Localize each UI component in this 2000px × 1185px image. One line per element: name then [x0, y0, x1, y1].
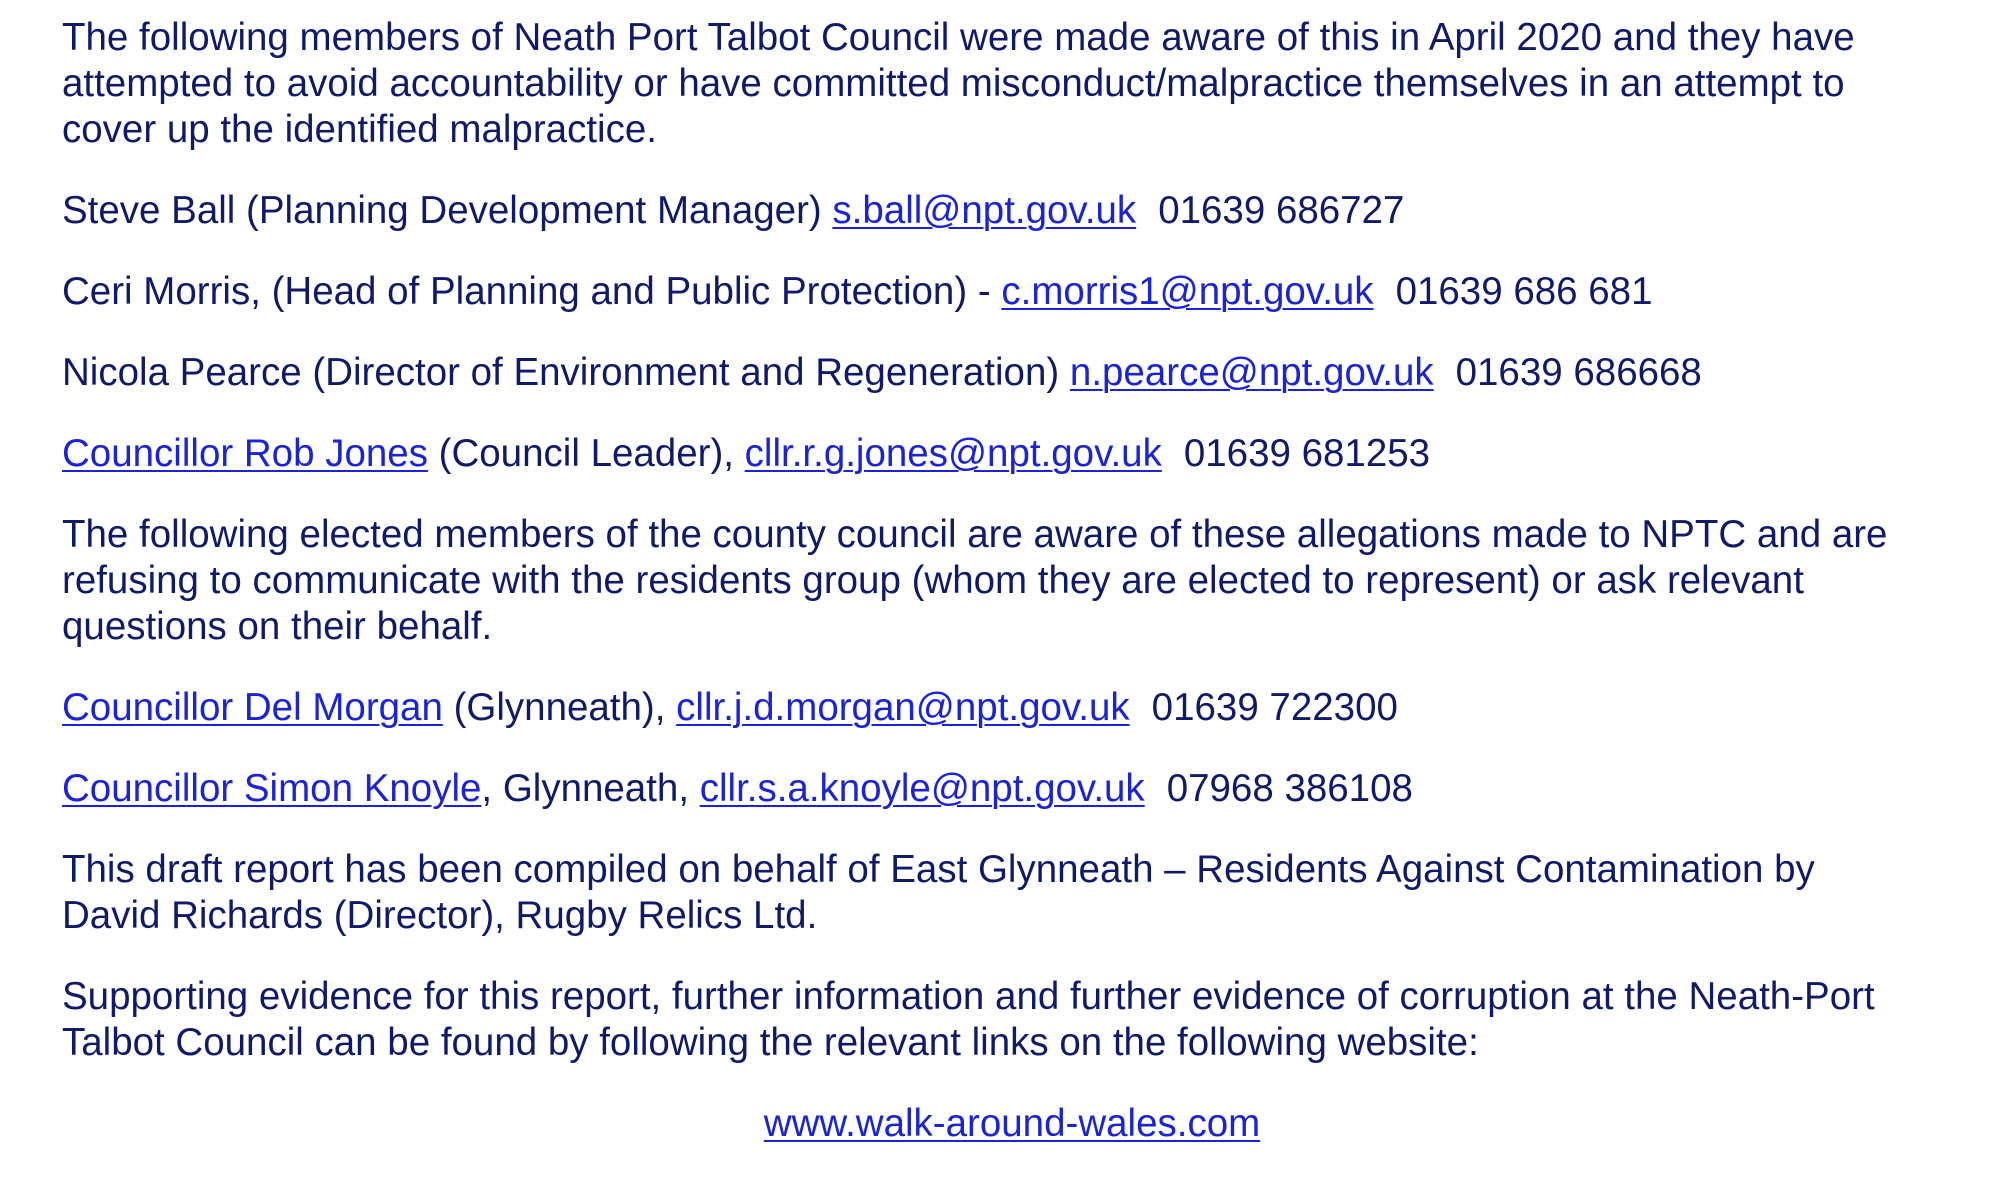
phone-number: 07968 386108 [1166, 767, 1413, 810]
intro-line-3: cover up the identified malpractice. [62, 108, 657, 151]
intro-line-1: The following members of Neath Port Talbot Council were made aware of this in April 2020 and they have [62, 16, 1855, 59]
draft-line-1: This draft report has been compiled on behalf of East Glynneath – Residents Against Contamination by [62, 848, 1815, 891]
draft-report-paragraph [62, 847, 1960, 939]
website-link[interactable]: www.walk-around-wales.com [763, 1102, 1261, 1145]
elected-line-3: questions on their behalf. [62, 605, 493, 648]
councillor-link-del-morgan[interactable]: Councillor Del Morgan [62, 686, 443, 729]
official-entry-steve-ball [62, 188, 1960, 234]
email-link-n-pearce[interactable]: n.pearce@npt.gov.uk [1069, 351, 1434, 394]
official-entry-ceri-morris [62, 269, 1960, 315]
email-link-s-ball[interactable]: s.ball@npt.gov.uk [832, 189, 1137, 232]
elected-members-paragraph [62, 512, 1960, 650]
draft-line-2: David Richards (Director), Rugby Relics Ltd. [62, 894, 818, 937]
intro-paragraph [62, 15, 1960, 153]
support-line-2: Talbot Council can be found by following the relevant links on the following website: [62, 1021, 1479, 1064]
councillor-entry-simon-knoyle [62, 766, 1960, 812]
elected-line-2: refusing to communicate with the residents group (whom they are elected to represent) or ask relevant [62, 559, 1804, 602]
supporting-evidence-paragraph [62, 974, 1960, 1066]
phone-number: 01639 681253 [1183, 432, 1431, 475]
official-label: Ceri Morris, (Head of Planning and Public Protection) - [62, 270, 1002, 313]
councillor-link-simon-knoyle[interactable]: Councillor Simon Knoyle [62, 767, 482, 810]
phone-number: 01639 686 681 [1395, 270, 1653, 313]
councillor-area: , Glynneath, [481, 767, 700, 810]
councillor-area: (Glynneath), [442, 686, 677, 729]
website-line [62, 1101, 1962, 1147]
phone-number: 01639 686668 [1455, 351, 1702, 394]
support-line-1: Supporting evidence for this report, further information and further evidence of corruption at the Neath-Port [62, 975, 1875, 1018]
email-link-j-d-morgan[interactable]: cllr.j.d.morgan@npt.gov.uk [676, 686, 1130, 729]
councillor-link-rob-jones[interactable]: Councillor Rob Jones [62, 432, 428, 475]
phone-number: 01639 722300 [1151, 686, 1398, 729]
intro-line-2: attempted to avoid accountability or have committed misconduct/malpractice themselves in an attempt to [62, 62, 1845, 105]
official-label: Steve Ball (Planning Development Manager) [62, 189, 833, 232]
email-link-c-morris[interactable]: c.morris1@npt.gov.uk [1001, 270, 1374, 313]
official-entry-nicola-pearce [62, 350, 1960, 396]
official-label: Nicola Pearce (Director of Environment and Regeneration) [62, 351, 1070, 394]
elected-line-1: The following elected members of the county council are aware of these allegations made to NPTC and are [62, 513, 1888, 556]
email-link-r-g-jones[interactable]: cllr.r.g.jones@npt.gov.uk [744, 432, 1162, 475]
official-role: (Council Leader), [427, 432, 745, 475]
phone-number: 01639 686727 [1158, 189, 1405, 232]
councillor-entry-del-morgan [62, 685, 1960, 731]
email-link-s-a-knoyle[interactable]: cllr.s.a.knoyle@npt.gov.uk [699, 767, 1145, 810]
official-entry-rob-jones [62, 431, 1960, 477]
